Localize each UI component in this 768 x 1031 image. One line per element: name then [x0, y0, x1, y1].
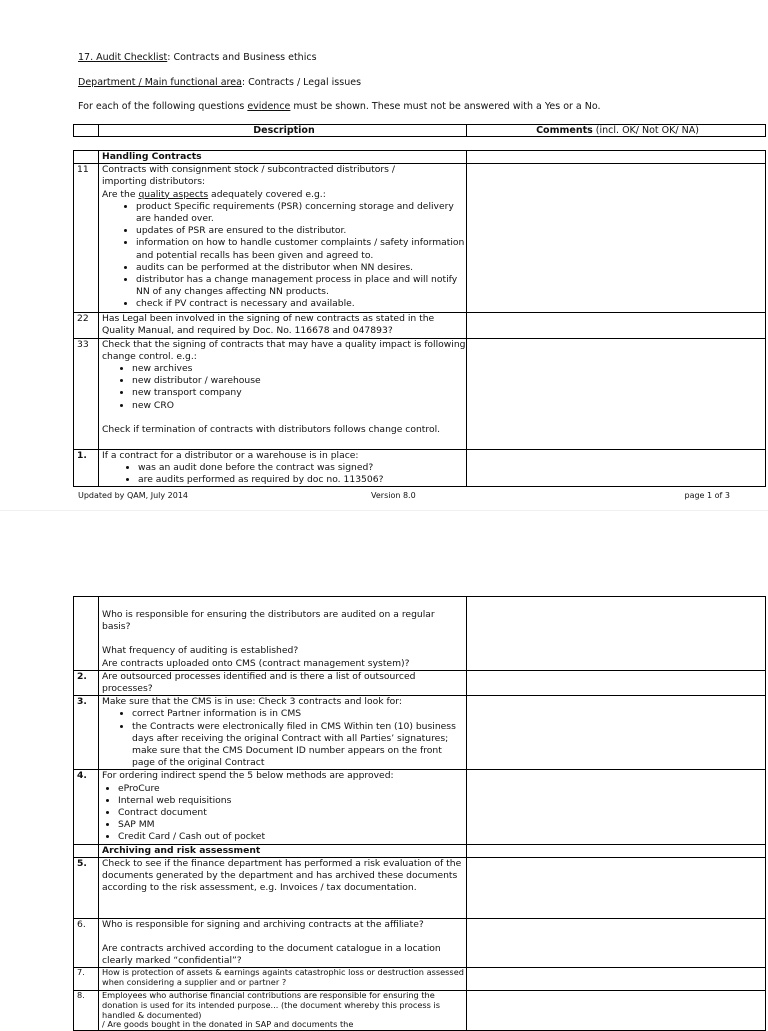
row-description: How is protection of assets & earnings againts catastrophic loss or destruction assessed when considering a supplier and or partner ? — [99, 968, 467, 991]
bullet-list — [102, 462, 466, 486]
comments-cell[interactable] — [467, 597, 766, 671]
list-item: • new CRO — [132, 400, 466, 412]
table-row — [74, 918, 766, 968]
bullet-list — [102, 363, 466, 412]
text-line: If a contract for a distributor or a warehouse is in place: — [102, 449, 359, 461]
title-label: 17. Audit Checklist — [78, 52, 168, 63]
text-line: Are contracts uploaded onto CMS (contract management system)? — [102, 657, 410, 669]
instruction-evidence: evidence — [247, 101, 291, 112]
comments-header-note: (incl. OK/ Not OK/ NA) — [592, 125, 699, 136]
list-item: • check if PV contract is necessary and available. — [136, 298, 466, 310]
table-row — [74, 670, 766, 695]
text-line: Employees who authorise financial contributions are responsible for ensuring the donation is used for its intended purpose... (the document whereby this process is handled & documented) — [102, 990, 441, 1020]
row-description — [99, 991, 467, 1031]
row-description — [99, 338, 467, 449]
list-item: • correct Partner information is in CMS — [132, 708, 466, 720]
instruction-line — [78, 101, 601, 112]
bullet-list — [102, 201, 466, 311]
text-line: What frequency of auditing is established? — [102, 645, 299, 657]
comments-cell[interactable] — [467, 918, 766, 968]
comments-cell[interactable] — [467, 670, 766, 695]
comments-cell[interactable] — [467, 313, 766, 338]
dept-rest: : Contracts / Legal issues — [241, 77, 362, 88]
comments-header-label: Comments — [536, 125, 593, 136]
row-number: 22 — [74, 313, 99, 338]
comments-cell[interactable] — [467, 164, 766, 313]
column-header-table — [73, 124, 766, 137]
row-description — [99, 696, 467, 770]
comments-cell[interactable] — [467, 991, 766, 1031]
row-description — [99, 164, 467, 313]
list-item: • the Contracts were electronically filed in CMS Within ten (10) business days after receiving the original Contract with all Parties’ signatures; make sure that the CMS Document ID number appears on the front page of the original Contract — [132, 721, 466, 770]
row-description: Has Legal been involved in the signing of new contracts as stated in the Quality Manual, and required by Doc. No. 116678 and 047893? — [99, 313, 467, 338]
table-row — [74, 449, 766, 487]
list-item: • audits can be performed at the distributor when NN desires. — [136, 262, 466, 274]
row-description — [99, 597, 467, 671]
list-item: • new transport company — [132, 387, 466, 399]
table-row — [74, 597, 766, 671]
row-number: 3. — [74, 696, 99, 770]
text-line: / Are goods bought in the donated in SAP and documents the — [102, 1019, 354, 1030]
dept-label: Department / Main functional area — [78, 77, 242, 88]
footer-version: Version 8.0 — [371, 491, 416, 500]
footer-page-number: page 1 of 3 — [684, 491, 730, 500]
instruction-pre: For each of the following questions — [78, 101, 248, 112]
comments-cell[interactable] — [467, 449, 766, 487]
row-number: 2. — [74, 670, 99, 695]
document-page-2 — [0, 510, 768, 1030]
text-line: Are the quality aspects adequately covered e.g.: — [102, 188, 326, 200]
text-line: Who is responsible for ensuring the distributors are audited on a regular basis? — [102, 609, 435, 633]
text-line: For ordering indirect spend the 5 below methods are approved: — [102, 770, 394, 782]
list-item: • Contract document — [118, 807, 466, 819]
checklist-title — [78, 52, 317, 63]
text-line: Contracts with consignment stock / subcontracted distributors / — [102, 164, 395, 176]
list-item: • new distributor / warehouse — [132, 375, 466, 387]
row-description — [99, 449, 467, 487]
list-item: • SAP MM — [118, 819, 466, 831]
row-number: 1. — [74, 449, 99, 487]
bullet-list — [102, 708, 466, 769]
checklist-table-page1 — [73, 150, 766, 487]
list-item: • Credit Card / Cash out of pocket — [118, 831, 466, 843]
list-item: • distributor has a change management process in place and will notify NN of any changes affecting NN products. — [136, 274, 466, 298]
row-number: 5. — [74, 857, 99, 918]
instruction-post: must be shown. These must not be answered with a Yes or a No. — [290, 101, 601, 112]
row-number: 4. — [74, 770, 99, 844]
comments-header — [467, 125, 766, 137]
num-header — [74, 125, 99, 137]
list-item: • was an audit done before the contract was signed? — [138, 462, 466, 474]
row-number: 33 — [74, 338, 99, 449]
table-row — [74, 968, 766, 991]
text-line: Make sure that the CMS is in use: Check 3 contracts and look for: — [102, 696, 403, 708]
bullet-list — [102, 783, 466, 844]
list-item: • information on how to handle customer complaints / safety information and potential recalls has been given and agreed to. — [136, 237, 466, 261]
table-row — [74, 164, 766, 313]
list-item: • eProCure — [118, 783, 466, 795]
text-line: Are contracts archived according to the document catalogue in a location clearly marked “confidential”? — [102, 943, 441, 967]
text-line: importing distributors: — [102, 176, 206, 188]
table-row — [74, 857, 766, 918]
department-line — [78, 77, 361, 88]
section-archiving-risk: Archiving and risk assessment — [99, 844, 467, 857]
row-description — [99, 918, 467, 968]
list-item: • new archives — [132, 363, 466, 375]
table-row — [74, 696, 766, 770]
row-number: 8. — [74, 991, 99, 1031]
text-line: Check if termination of contracts with distributors follows change control. — [102, 423, 441, 435]
comments-cell[interactable] — [467, 770, 766, 844]
title-rest: : Contracts and Business ethics — [167, 52, 317, 63]
row-description: Check to see if the finance department has performed a risk evaluation of the documents generated by the department and has archived these documents according to the risk assessment, e.g. Invoices / tax documentation. — [99, 857, 467, 918]
table-row — [74, 991, 766, 1031]
table-row — [74, 770, 766, 844]
row-description — [99, 770, 467, 844]
row-number: 7. — [74, 968, 99, 991]
table-row — [74, 338, 766, 449]
footer-updated: Updated by QAM, July 2014 — [78, 491, 188, 500]
section-row — [74, 844, 766, 857]
text-line: Who is responsible for signing and archiving contracts at the affiliate? — [102, 918, 424, 930]
description-header: Description — [99, 125, 467, 137]
comments-cell[interactable] — [467, 968, 766, 991]
document-page-1 — [0, 0, 768, 510]
comments-cell[interactable] — [467, 857, 766, 918]
section-row — [74, 151, 766, 164]
table-row — [74, 313, 766, 338]
list-item: • updates of PSR are ensured to the distributor. — [136, 225, 466, 237]
comments-cell[interactable] — [467, 338, 766, 449]
list-item: • Internal web requisitions — [118, 795, 466, 807]
row-number: 6. — [74, 918, 99, 968]
list-item: • product Specific requirements (PSR) concerning storage and delivery are handed over. — [136, 201, 466, 225]
section-handling-contracts: Handling Contracts — [99, 151, 467, 164]
row-description: Are outsourced processes identified and is there a list of outsourced processes? — [99, 670, 467, 695]
text-line: Check that the signing of contracts that may have a quality impact is following change control. e.g.: — [102, 338, 466, 362]
comments-cell[interactable] — [467, 696, 766, 770]
row-number: 11 — [74, 164, 99, 313]
list-item: • are audits performed as required by doc no. 113506? — [138, 474, 466, 486]
checklist-table-page2 — [73, 596, 766, 1031]
